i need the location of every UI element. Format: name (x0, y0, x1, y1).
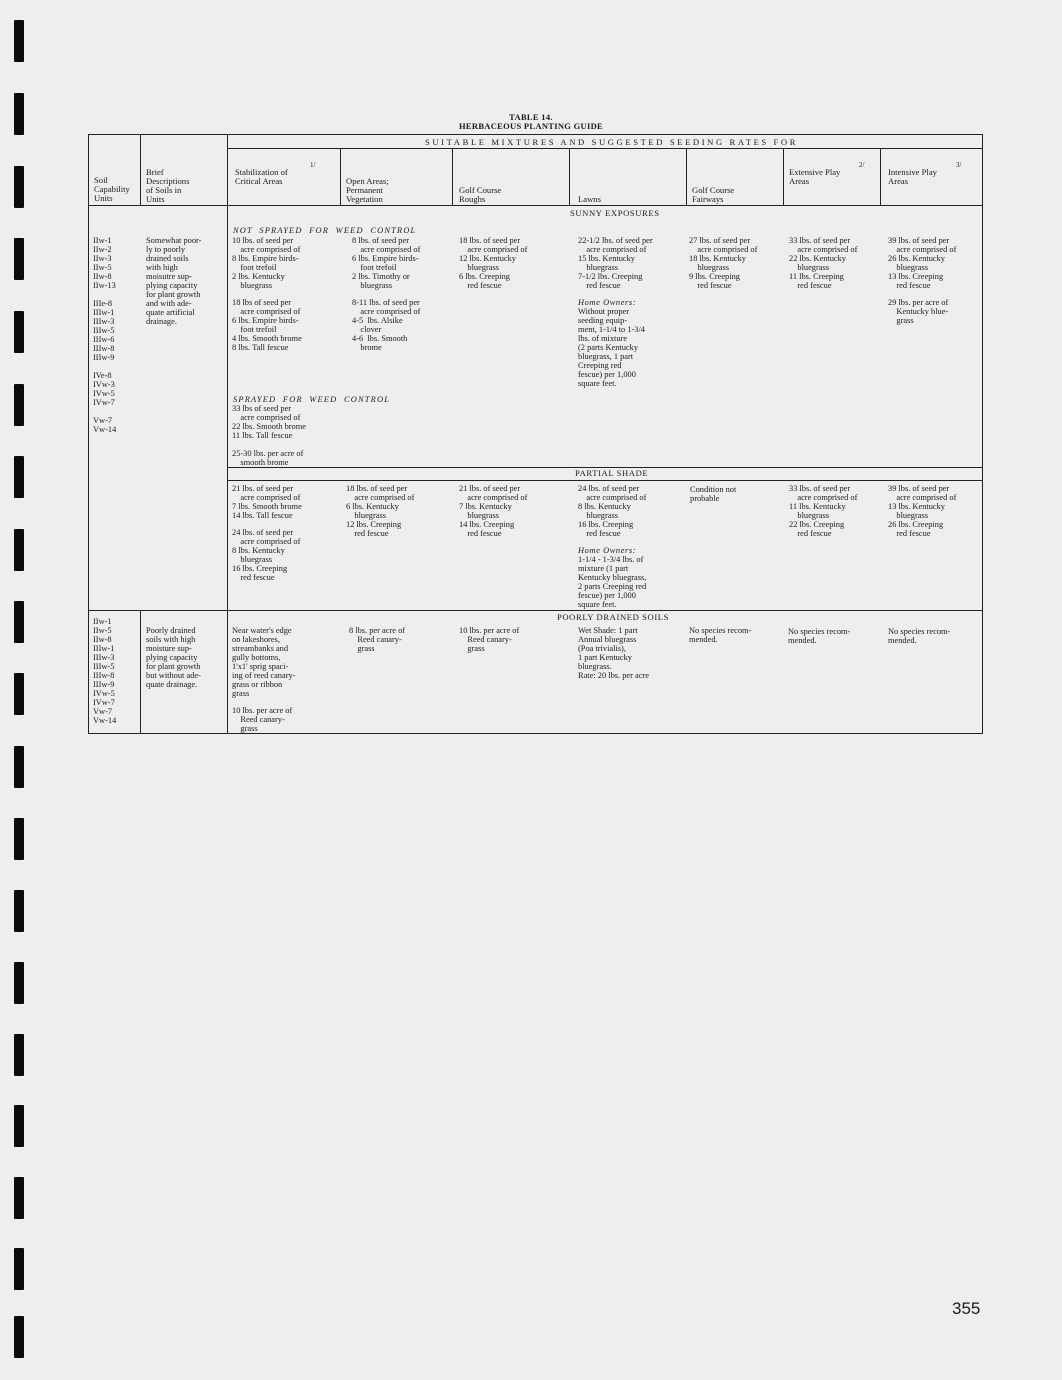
home-owners-label-1: Home Owners: (578, 298, 637, 307)
open-areas-shade: 18 lbs. of seed per acre comprised of 6 lbs. Kentucky bluegrass 12 lbs. Creeping red fescue (346, 484, 415, 538)
stabilization-poor-b: 10 lbs. per acre of Reed canary- grass (232, 706, 293, 733)
section-partial-shade: PARTIAL SHADE (575, 468, 649, 478)
open-areas-sunny-b: 8-11 lbs. of seed per acre comprised of 4-5 lbs. Alsike clover 4-6 lbs. Smooth brome (352, 298, 421, 352)
soil-description-1: Somewhat poor- ly to poorly drained soils with high moisutre sup- plying capacity for plant growth and with ade- quate artificial drainage. (146, 236, 202, 326)
lawns-sunny-b: Without proper seeding equip- ment, 1-1/4 to 1-3/4 lbs. of mixture (2 parts Kentucky bluegrass, 1 part Creeping red fescue) per 1,000 square feet. (578, 307, 645, 388)
home-owners-label-2: Home Owners: (578, 546, 637, 555)
intensive-play-sunny-a: 39 lbs. of seed per acre comprised of 26 lbs. Kentucky bluegrass 13 lbs. Creeping red fescue (888, 236, 957, 290)
fairways-sunny: 27 lbs. of seed per acre comprised of 18 lbs. Kentucky bluegrass 9 lbs. Creeping red fescue (689, 236, 758, 290)
header-soil-units: Soil Capability Units (94, 175, 130, 203)
footnote-3: 3/ (956, 161, 962, 169)
open-areas-sunny-a: 8 lbs. of seed per acre comprised of 6 lbs. Empire birds- foot trefoil 2 lbs. Timothy or bluegrass (352, 236, 421, 290)
table-title: HERBACEOUS PLANTING GUIDE (459, 121, 603, 131)
fairways-shade: Condition not probable (690, 485, 737, 503)
stabilization-shade-b: 24 lbs. of seed per acre comprised of 8 lbs. Kentucky bluegrass 16 lbs. Creeping red fescue (232, 528, 301, 582)
soil-units-list-1: IIw-1 IIw-2 IIw-3 IIw-5 IIw-8 IIw-13 IIIe-8 IIIw-1 IIIw-3 IIIw-5 IIIw-6 IIIw-8 IIIw-9 IVe-8 IVw-3 IVw-5 IVw-7 Vw-7 Vw-14 (93, 236, 117, 434)
section-poorly-drained: POORLY DRAINED SOILS (557, 612, 670, 622)
header-lawns: Lawns (578, 194, 601, 204)
stabilization-sunny-a: 10 lbs. of seed per acre comprised of 8 lbs. Empire birds- foot trefoil 2 lbs. Kentucky bluegrass (232, 236, 301, 290)
lawns-sunny-a: 22-1/2 lbs. of seed per acre comprised of 15 lbs. Kentucky bluegrass 7-1/2 lbs. Creeping red fescue (578, 236, 653, 290)
not-sprayed-label: NOT SPRAYED FOR WEED CONTROL (233, 226, 417, 235)
intensive-play-shade: 39 lbs. of seed per acre comprised of 13 lbs. Kentucky bluegrass 26 lbs. Creeping red fescue (888, 484, 957, 538)
stabilization-shade-a: 21 lbs. of seed per acre comprised of 7 lbs. Smooth brome 14 lbs. Tall fescue (232, 484, 302, 520)
header-golf-fairways: Golf Course Fairways (692, 185, 735, 204)
soil-description-2: Poorly drained soils with high moisture sup- plying capacity for plant growth but without ade- quate drainage. (146, 626, 201, 689)
stabilization-sunny-d: 25-30 lbs. per acre of smooth brome (232, 449, 304, 467)
table-number: TABLE 14. (509, 112, 553, 122)
header-intensive-play: Intensive Play Areas (888, 167, 937, 186)
extensive-play-sunny: 33 lbs. of seed per acre comprised of 22 lbs. Kentucky bluegrass 11 lbs. Creeping red fescue (789, 236, 858, 290)
footnote-1: 1/ (310, 161, 316, 169)
lawns-shade-b: 1-1/4 - 1-3/4 lbs. of mixture (1 part Kentucky bluegrass, 2 parts Creeping red fescue) per 1,000 square feet. (578, 555, 647, 609)
extensive-play-shade: 33 lbs. of seed per acre comprised of 11 lbs. Kentucky bluegrass 22 lbs. Creeping red fescue (789, 484, 858, 538)
stabilization-sunny-c: 33 lbs of seed per acre comprised of 22 lbs. Smooth brome 11 lbs. Tall fescue (232, 404, 306, 440)
golf-roughs-shade: 21 lbs. of seed per acre comprised of 7 lbs. Kentucky bluegrass 14 lbs. Creeping red fescue (459, 484, 528, 538)
header-stabilization: Stabilization of Critical Areas (235, 167, 288, 186)
intensive-play-poor: No species recom- mended. (888, 627, 951, 645)
extensive-play-poor: No species recom- mended. (788, 627, 851, 645)
footnote-2: 2/ (859, 161, 865, 169)
intensive-play-sunny-b: 29 lbs. per acre of Kentucky blue- grass (888, 298, 949, 325)
header-descriptions: Brief Descriptions of Soils in Units (146, 167, 190, 204)
golf-roughs-poor: 10 lbs. per acre of Reed canary- grass (459, 626, 520, 653)
header-golf-roughs: Golf Course Roughs (459, 185, 502, 204)
open-areas-poor: 8 lbs. per acre of Reed canary- grass (349, 626, 406, 653)
sprayed-label: SPRAYED FOR WEED CONTROL (233, 395, 391, 404)
stabilization-poor-a: Near water's edge on lakeshores, streambanks and gully bottoms, 1'x1' sprig spaci- ing of reed canary- grass or ribbon grass (232, 626, 296, 698)
lawns-shade-a: 24 lbs. of seed per acre comprised of 8 lbs. Kentucky bluegrass 16 lbs. Creeping red fescue (578, 484, 647, 538)
lawns-poor: Wet Shade: 1 part Annual bluegrass (Poa trivialis), 1 part Kentucky bluegrass. Rate: 20 lbs. per acre (578, 626, 649, 680)
page-number: 355 (952, 1299, 981, 1318)
section-sunny: SUNNY EXPOSURES (570, 208, 660, 218)
stabilization-sunny-b: 18 lbs of seed per acre comprised of 6 lbs. Empire birds- foot trefoil 4 lbs. Smooth brome 8 lbs. Tall fescue (232, 298, 302, 352)
golf-roughs-sunny: 18 lbs. of seed per acre comprised of 12 lbs. Kentucky bluegrass 6 lbs. Creeping red fescue (459, 236, 528, 290)
group-header: SUITABLE MIXTURES AND SUGGESTED SEEDING RATES FOR (425, 137, 799, 147)
fairways-poor: No species recom- mended. (689, 626, 752, 644)
header-open-areas: Open Areas; Permanent Vegetation (346, 176, 389, 204)
soil-units-list-2: IIw-1 IIw-5 IIw-8 IIIw-1 IIIw-3 IIIw-5 IIIw-8 IIIw-9 IVw-5 IVw-7 Vw-7 Vw-14 (93, 617, 117, 725)
header-extensive-play: Extensive Play Areas (789, 167, 841, 186)
